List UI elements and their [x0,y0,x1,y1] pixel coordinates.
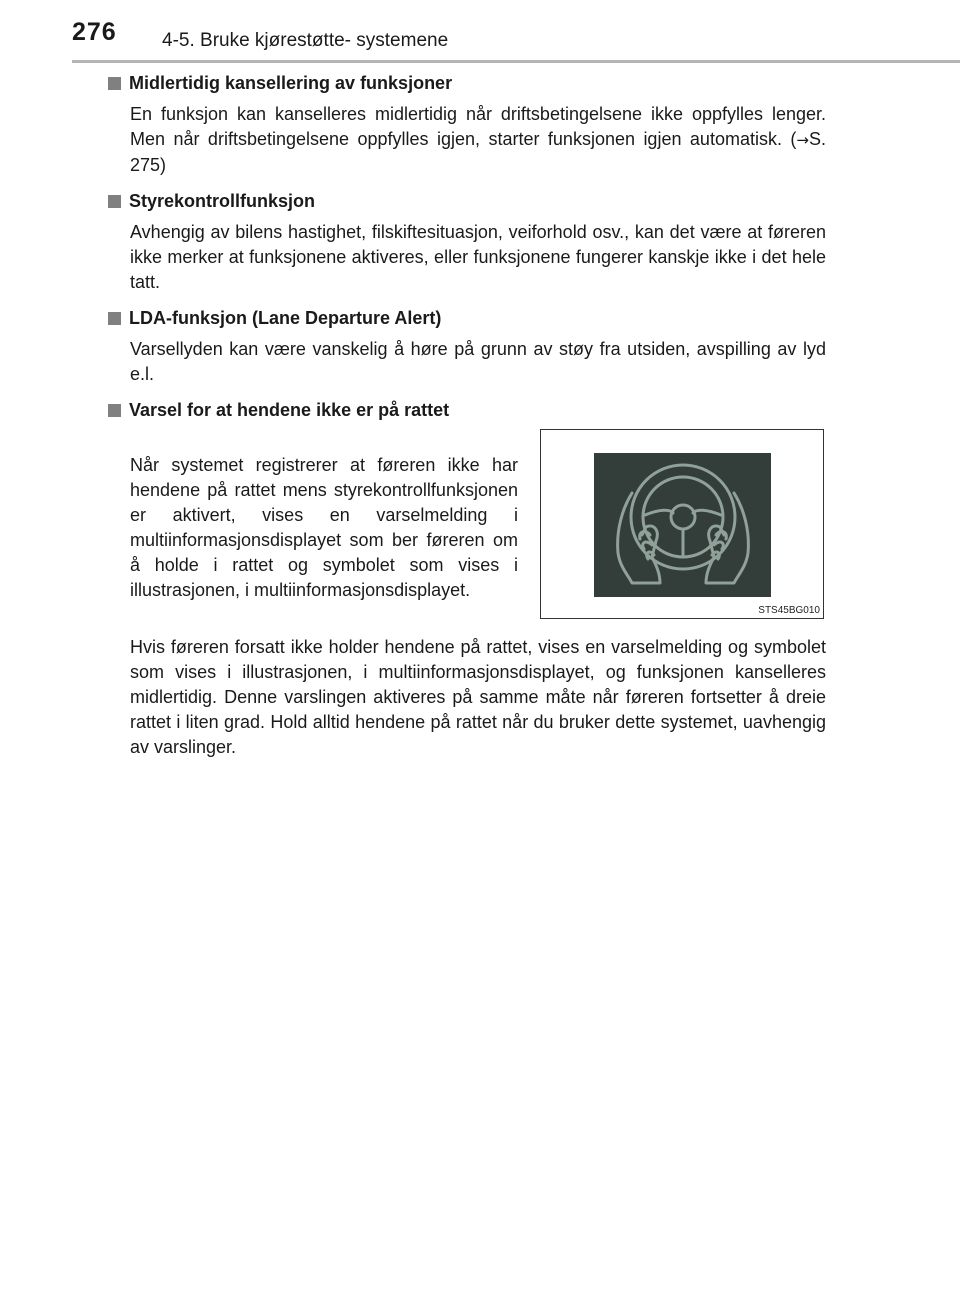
page-header [0,0,960,62]
chapter-title: 4-5. Bruke kjørestøtte- systemene [162,30,449,51]
square-bullet-icon [108,77,121,90]
section-steering-control [108,188,826,295]
multi-information-display [594,453,771,597]
page-content [108,70,826,770]
section-temporary-cancellation [108,70,826,178]
page-reference-link[interactable]: S. 275) [130,129,826,175]
figure-caption: STS45BG010 [758,605,820,616]
section-paragraph: Varsellyden kan være vanskelig å høre på grunn av støy fra utsiden, avspilling av lyd e.l. [130,339,826,384]
heading-text: LDA-funksjon (Lane Departure Alert) [129,308,442,328]
section-paragraph [130,102,826,178]
illustration-figure [540,429,824,619]
square-bullet-icon [108,195,121,208]
section-heading [108,397,826,423]
section-hands-off-warning [108,397,826,760]
section-heading [108,188,826,214]
figure-paragraph: Når systemet registrerer at føreren ikke har hendene på rattet mens styrekontrollfunksjonen er aktivert, vises en varselmelding i multiinformasjonsdisplayet som ber føreren om å holde i rattet og symbolet som vises i illustrasjonen, i multiinformasjonsdisplayet. [130,455,518,600]
section-paragraph: Avhengig av bilens hastighet, filskiftesituasjon, veiforhold osv., kan det være at føreren ikke merker at funksjonene aktiveres, eller funksjonene fungerer kanskje ikke i det hele tatt. [130,222,826,292]
section-paragraph: Hvis føreren forsatt ikke holder hendene på rattet, vises en varselmelding og symbolet som vises i illustrasjonen, i multiinformasjonsdisplayet, og funksjonen kanselleres midlertidig. Denne varslingen aktiveres på samme måte når føreren fortsetter å dreie rattet i liten grad. Hold alltid hendene på rattet når du bruker dette systemet, uavhengig av varslinger. [130,637,826,757]
heading-text: Styrekontrollfunksjon [129,191,316,211]
section-heading [108,305,826,331]
heading-text: Varsel for at hendene ikke er på rattet [129,400,450,420]
section-lda-function [108,305,826,387]
square-bullet-icon [108,404,121,417]
header-divider [72,60,960,63]
paragraph-text: En funksjon kan kanselleres midlertidig når driftsbetingelsene ikke oppfylles lenger. Men når driftsbetingelsene oppfylles igjen, starter funksjonen igjen automatisk. ( [130,104,826,149]
hands-on-steering-wheel-icon [594,453,771,597]
arrow-right-icon: → [796,131,809,149]
page-number: 276 [72,18,117,46]
figure-row [130,429,826,619]
square-bullet-icon [108,312,121,325]
heading-text: Midlertidig kansellering av funksjoner [129,73,453,93]
section-heading [108,70,826,96]
